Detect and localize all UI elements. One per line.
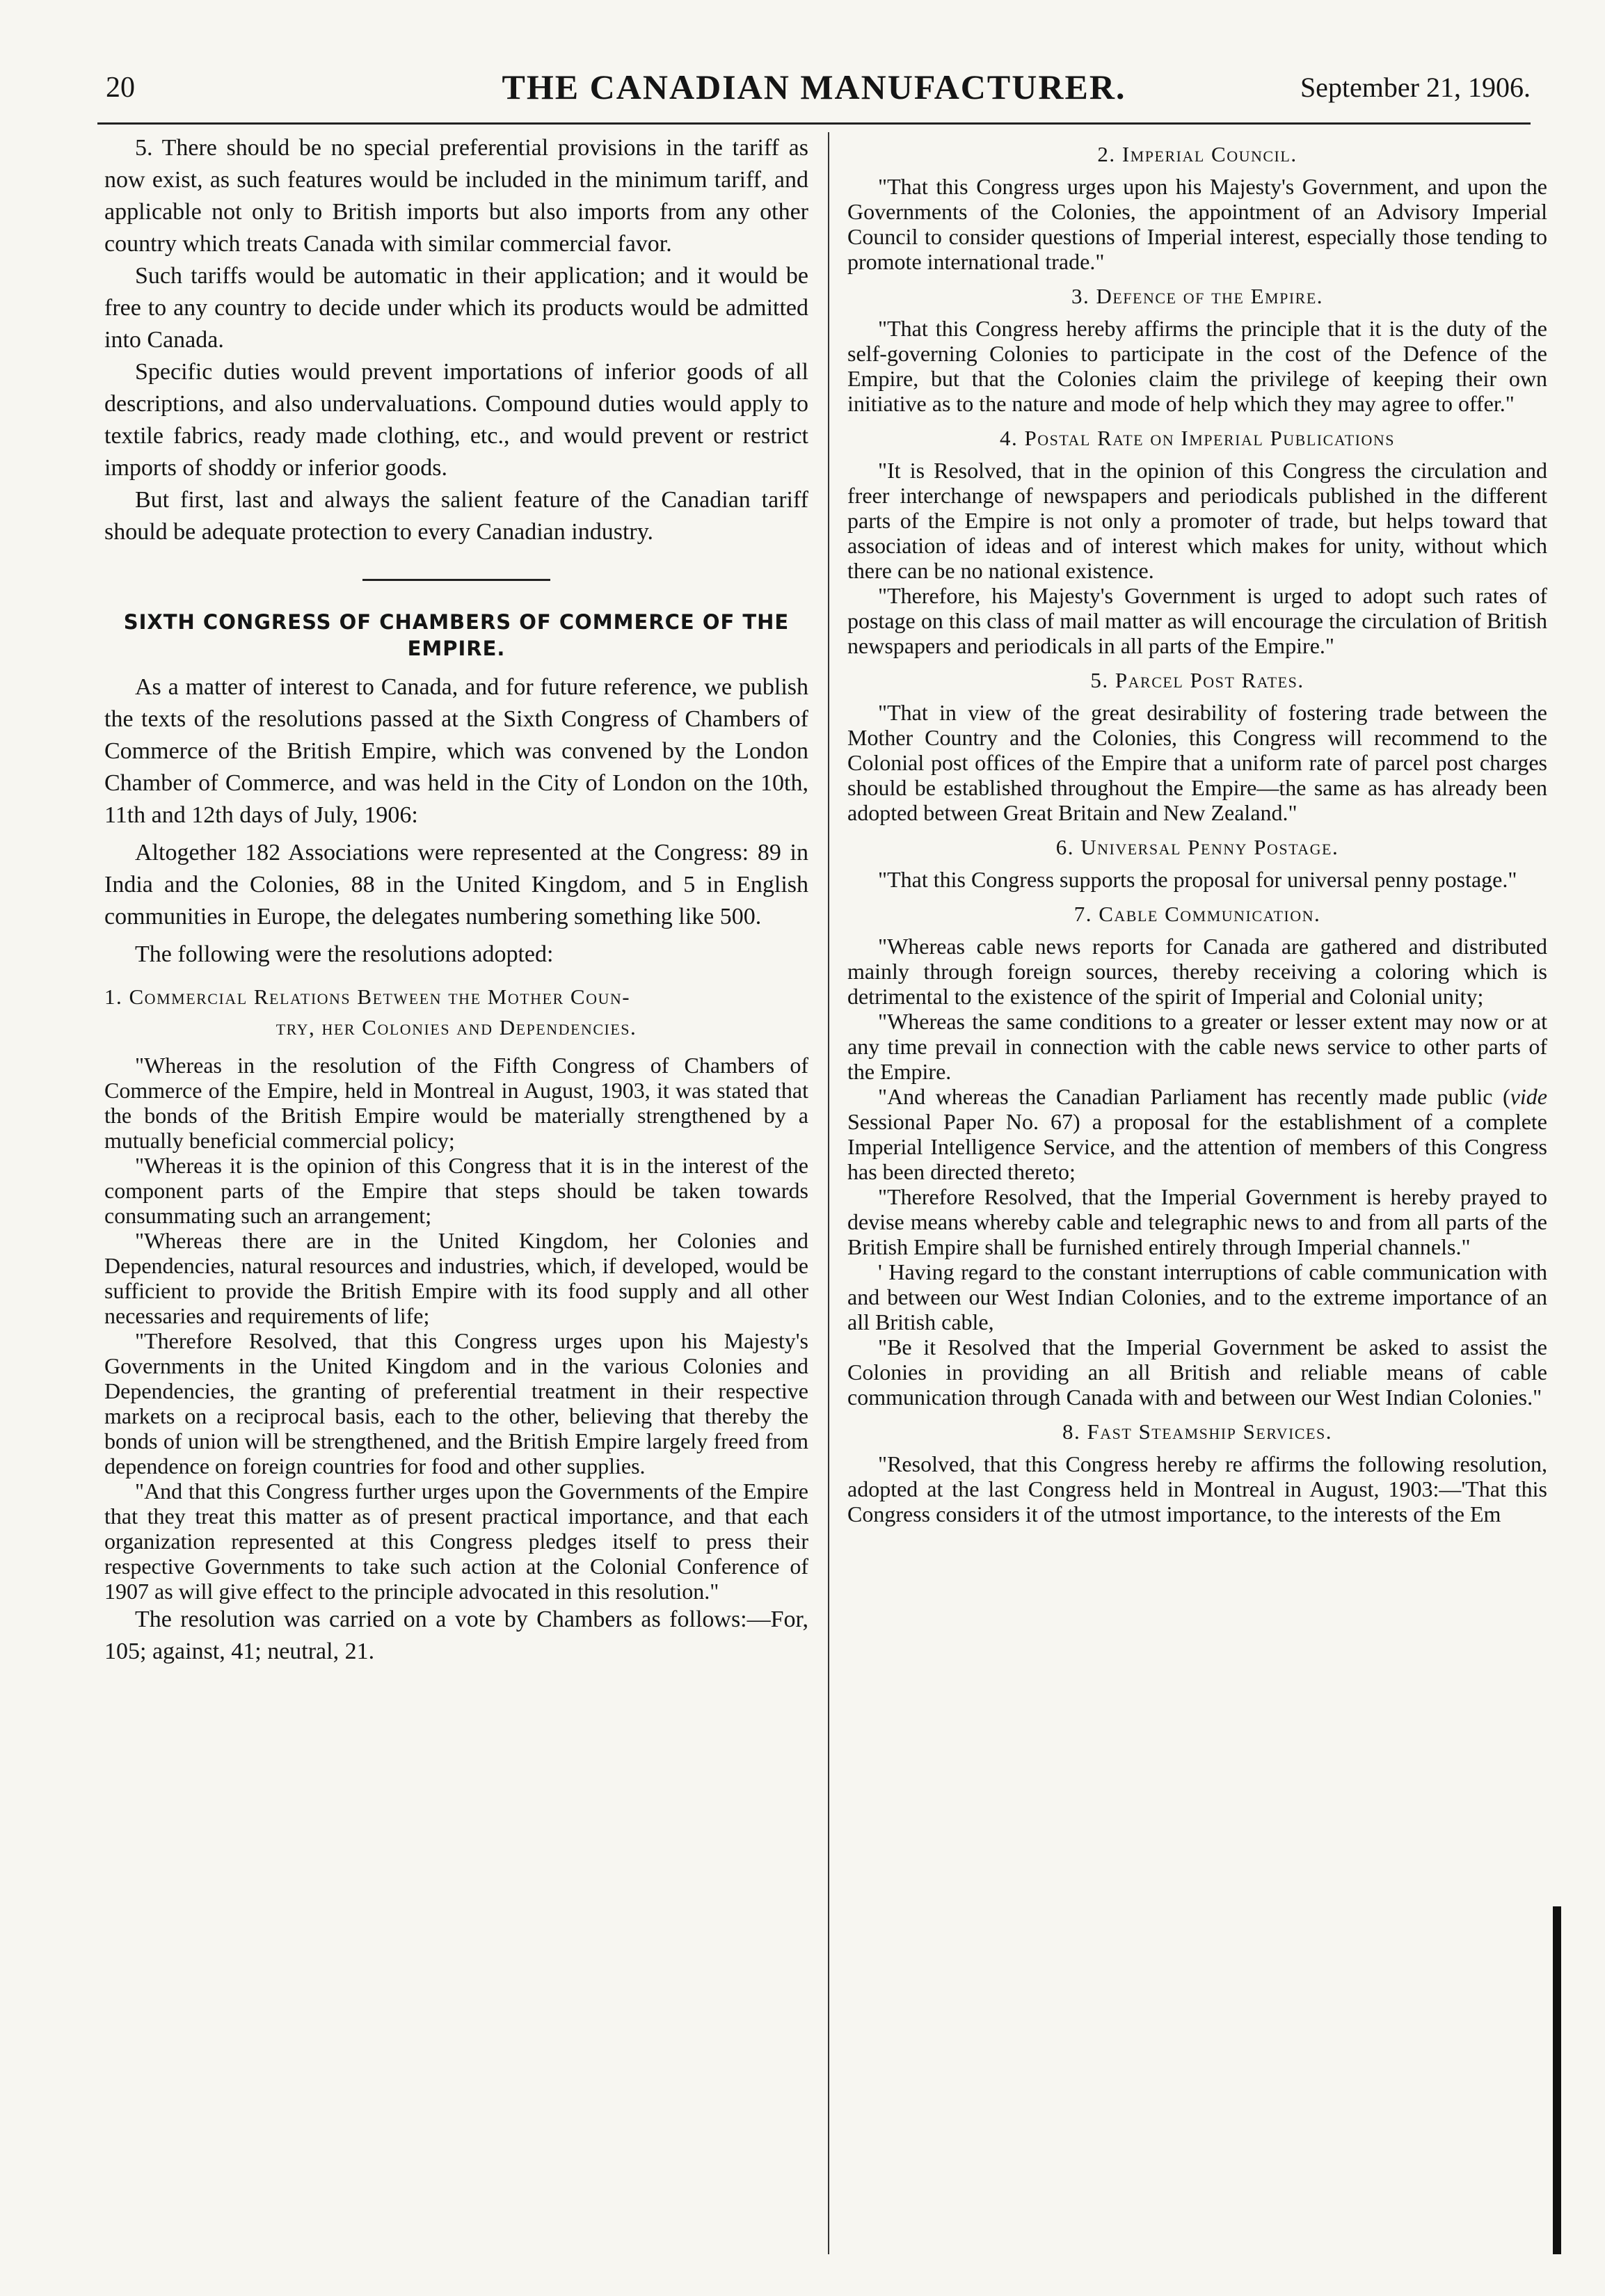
paragraph-associations: Altogether 182 Associations were represented at the Congress: 89 in India and the Colonies, 88 in the United Kingdom, and 5 in English communities in Europe, the delegates numbering something like 500. bbox=[104, 840, 808, 930]
paragraph-intro: As a matter of interest to Canada, and for future reference, we publish the texts of the resolutions passed at the Sixth Congress of Chambers of Commerce of the British Empire, which was convened by the London Chamber of Commerce, and was held in the City of London on the 10th, 11th and 12th days of July, 1906: bbox=[104, 674, 808, 828]
resolution-1-resolved: "Therefore Resolved, that this Congress urges upon his Majesty's Governments in the United Kingdom and in the various Colonies and Dependencies, the granting of preferential treatment in their respective markets on a reciprocal basis, each to the other, believing that thereby the bonds of union will be strengthened, and the British Empire largely freed from dependence on foreign countries for food and other supplies. bbox=[104, 1328, 808, 1478]
resolution-1-whereas-1: "Whereas in the resolution of the Fifth Congress of Chambers of Commerce of the Empire, held in Montreal in August, 1903, it was stated that the bonds of the British Empire would be materially strengthened by a mutually beneficial commercial policy; bbox=[104, 1053, 808, 1153]
resolution-7-be-it-resolved: "Be it Resolved that the Imperial Government be asked to assist the Colonies in providing an all British and reliable means of cable communication through Canada with and between our West Indian Colonies." bbox=[847, 1334, 1547, 1410]
resolution-2-text: "That this Congress urges upon his Majesty's Government, and upon the Governments of the Colonies, the appointment of an Advisory Imperial Council to consider questions of Imperial interest, especially those tending to promote international trade." bbox=[847, 174, 1547, 274]
vide-italic: vide bbox=[1510, 1084, 1547, 1109]
section-divider bbox=[362, 579, 550, 581]
column-divider bbox=[828, 132, 829, 2254]
header-rule bbox=[97, 122, 1531, 125]
resolution-1-vote: The resolution was carried on a vote by Chambers as follows:—For, 105; against, 41; neutral, 21. bbox=[104, 1607, 808, 1664]
resolution-7-whereas-1: "Whereas cable news reports for Canada are gathered and distributed mainly through foreign sources, thereby receiving a coloring which is detrimental to the existence of the spirit of Imperial and Colonial unity; bbox=[847, 934, 1547, 1009]
resolution-7-whereas-3-start: "And whereas the Canadian Parliament has recently made public ( bbox=[878, 1084, 1510, 1109]
page-header bbox=[97, 67, 1531, 115]
resolution-4-text-2: "Therefore, his Majesty's Government is urged to adopt such rates of postage on this class of mail matter as will encourage the circulation of British newspapers and periodicals in all parts of the Empire." bbox=[847, 583, 1547, 658]
paragraph-following: The following were the resolutions adopted: bbox=[135, 941, 554, 967]
resolution-1-heading-line-2: try, her Colonies and Dependencies. bbox=[276, 1015, 637, 1039]
resolution-7-whereas-3 bbox=[847, 1084, 1547, 1184]
resolution-7-heading: 7. Cable Communication. bbox=[1073, 902, 1321, 926]
right-column bbox=[847, 132, 1547, 2261]
section-title bbox=[104, 609, 808, 662]
resolution-1-further: "And that this Congress further urges upon the Governments of the Empire that they treat this matter as of present practical importance, and that each organization represented at this Congress pledges itself to press their respective Governments to take such action at the Colonial Conference of 1907 as will give effect to the principle advocated in this resolution." bbox=[104, 1478, 808, 1604]
resolution-8-text: "Resolved, that this Congress hereby re affirms the following resolution, adopted at the last Congress held in Montreal in August, 1903:—'That this Congress considers it of the utmost importance, to the interests of the Em bbox=[847, 1451, 1547, 1526]
left-column bbox=[104, 132, 808, 2261]
resolution-3-text: "That this Congress hereby affirms the principle that it is the duty of the self-governing Colonies to participate in the cost of the Defence of the Empire, but that the Colonies claim the privilege of keeping their own initiative as to the nature and mode of help which they may agree to offer." bbox=[847, 316, 1547, 416]
resolution-5-text: "That in view of the great desirability of fostering trade between the Mother Country and the Colonies, this Congress will recommend to the Colonial post offices of the Empire that a uniform rate of parcel post charges should be established throughout the Empire—the same as has already been adopted between Great Britain and New Zealand." bbox=[847, 700, 1547, 825]
resolution-1-whereas-2: "Whereas it is the opinion of this Congress that it is in the interest of the component parts of the Empire that steps should be taken towards consummating such an arrangement; bbox=[104, 1153, 808, 1228]
resolution-7-regard: ' Having regard to the constant interruptions of cable communication with and between our West Indian Colonies, and to the extreme importance of an all British cable, bbox=[847, 1259, 1547, 1334]
paragraph-automatic-tariffs: Such tariffs would be automatic in their application; and it would be free to any country to decide under which its products would be admitted into Canada. bbox=[104, 263, 808, 353]
resolution-1-heading-line-1: 1. Commercial Relations Between the Mother Coun- bbox=[104, 984, 631, 1009]
paragraph-specific-duties: Specific duties would prevent importations of inferior goods of all descriptions, and also undervaluations. Compound duties would apply to textile fabrics, ready made clothing, etc., and would prevent or restrict imports of shoddy or inferior goods. bbox=[104, 359, 808, 481]
page-edge-shadow bbox=[1553, 1906, 1561, 2254]
paragraph-tariff-point-5: 5. There should be no special preferential provisions in the tariff as now exist, as such features would be included in the minimum tariff, and applicable not only to British imports but also imports from any other country which treats Canada with similar commercial favor. bbox=[104, 135, 808, 257]
section-title-line-1: SIXTH CONGRESS OF CHAMBERS OF COMMERCE OF THE bbox=[123, 610, 790, 634]
resolution-6-heading: 6. Universal Penny Postage. bbox=[1055, 835, 1339, 859]
publication-title: THE CANADIAN MANUFACTURER. bbox=[502, 67, 1126, 106]
paragraph-adequate-protection: But first, last and always the salient feature of the Canadian tariff should be adequate protection to every Canadian industry. bbox=[104, 487, 808, 545]
resolution-7-resolved: "Therefore Resolved, that the Imperial Government is hereby prayed to devise means whereby cable and telegraphic news to and from all parts of the British Empire shall be furnished entirely through Imperial channels." bbox=[847, 1184, 1547, 1259]
resolution-6-text: "That this Congress supports the proposal for universal penny postage." bbox=[878, 867, 1517, 892]
resolution-4-heading: 4. Postal Rate on Imperial Publications bbox=[1000, 426, 1395, 450]
resolution-7-whereas-3-end: Sessional Paper No. 67) a proposal for the establishment of a complete Imperial Intelligence Service, and the attention of members of this Congress has been directed thereto; bbox=[847, 1109, 1547, 1184]
resolution-3-heading: 3. Defence of the Empire. bbox=[1071, 284, 1324, 308]
resolution-8-heading: 8. Fast Steamship Services. bbox=[1062, 1419, 1332, 1444]
resolution-4-text-1: "It is Resolved, that in the opinion of this Congress the circulation and freer interchange of newspapers and periodicals published in the different parts of the Empire is not only a promoter of trade, but helps toward that association of ideas and of interest which makes for unity, without which there can be no national existence. bbox=[847, 458, 1547, 583]
section-title-line-2: EMPIRE. bbox=[407, 637, 506, 660]
resolution-1-heading bbox=[104, 982, 808, 1043]
page-number: 20 bbox=[106, 72, 135, 104]
resolution-5-heading: 5. Parcel Post Rates. bbox=[1090, 668, 1304, 692]
resolution-7-whereas-2: "Whereas the same conditions to a greater or lesser extent may now or at any time prevail in connection with the cable news service to other parts of the Empire. bbox=[847, 1009, 1547, 1084]
issue-date: September 21, 1906. bbox=[1300, 72, 1531, 103]
resolution-2-heading: 2. Imperial Council. bbox=[1097, 142, 1297, 166]
resolution-1-whereas-3: "Whereas there are in the United Kingdom, her Colonies and Dependencies, natural resources and industries, which, if developed, would be sufficient to provide the British Empire with its food supply and all other necessaries and requirements of life; bbox=[104, 1228, 808, 1328]
